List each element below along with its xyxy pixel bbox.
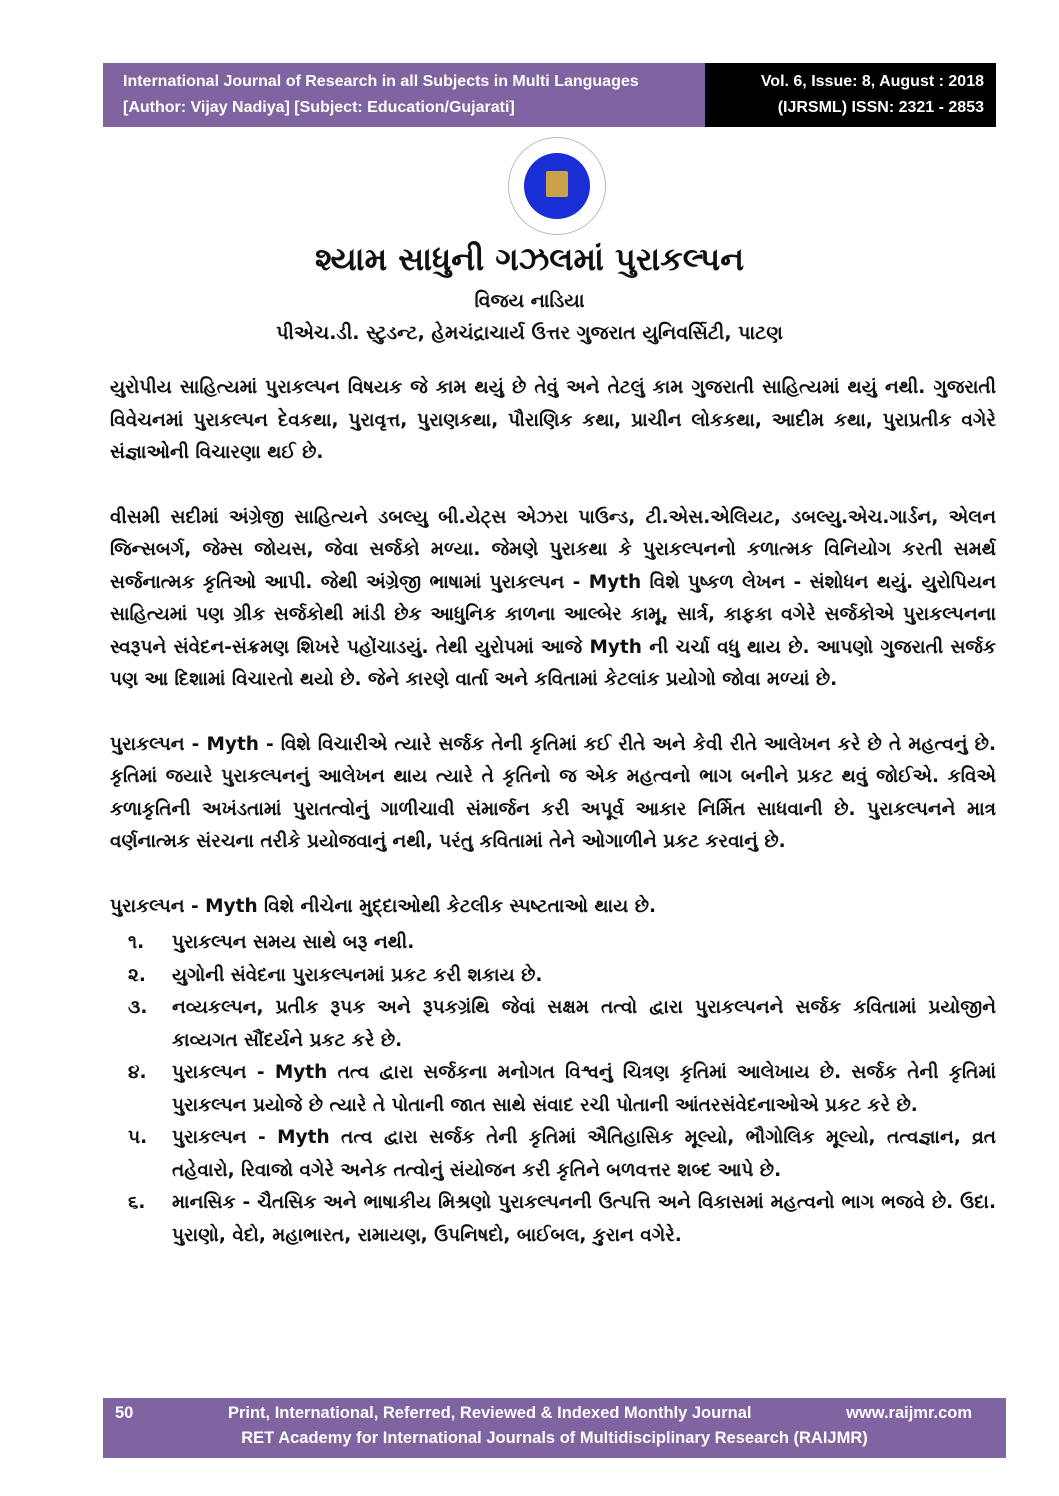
article-author: વિજય નાડિયા: [474, 290, 585, 312]
list-text: પુરાકલ્પન - Myth તત્વ દ્વારા સર્જક તેની કૃતિમાં ઐતિહાસિક મૂલ્યો, ભૌગોલિક મૂલ્યો, તત્વજ્ઞાન, વ્રત તહેવારો, રિવાજો વગેરે અનેક તત્વોનું સંયોજન કરી કૃતિને બળવત્તર શબ્દ આપે છે.: [172, 1127, 996, 1181]
list-number: ૩.: [128, 997, 148, 1018]
list-intro: પુરાકલ્પન - Myth વિશે નીચેના મુદ્દાઓથી કેટલીક સ્પષ્ટતાઓ થાય છે.: [110, 895, 657, 917]
list-text: નવ્યકલ્પન, પ્રતીક રૂપક અને રૂપકગ્રંથિ જેવાં સક્ષમ તત્વો દ્વારા પુરાકલ્પનને સર્જક કવિતામાં પ્રયોજીને કાવ્યગત સૌંદર્યને પ્રકટ કરે છે.: [172, 997, 996, 1051]
list-text: યુગોની સંવેદના પુરાકલ્પનમાં પ્રકટ કરી શકાય છે.: [172, 964, 543, 986]
list-text: માનસિક - ચૈતસિક અને ભાષાકીય મિશ્રણો પુરાકલ્પનની ઉત્પત્તિ અને વિકાસમાં મહત્વનો ભાગ ભજવે છે. ઉદા. પુરાણો, વેદો, મહાભારત, રામાયણ, ઉપનિષદો, બાઈબલ, કુરાન વગેરે.: [172, 1192, 996, 1246]
journal-header: [103, 63, 996, 127]
issn: (IJRSML) ISSN: 2321 - 2853: [777, 99, 984, 116]
author-affiliation: પીએચ.ડી. સ્ટુડન્ટ, હેમચંદ્રાચાર્ય ઉત્તર ગુજરાત યુનિવર્સિટી, પાટણ: [276, 322, 783, 344]
list-item: [110, 960, 996, 993]
footer-publisher: RET Academy for International Journals of Multidisciplinary Research (RAIJMR): [241, 1429, 868, 1447]
points-list: [110, 927, 996, 1252]
list-number: ૧.: [128, 932, 145, 953]
article-title: શ્યામ સાધુની ગઝલમાં પુરાકલ્પન: [314, 240, 745, 278]
logo-emblem: [524, 153, 590, 219]
list-item: [110, 1122, 996, 1187]
volume-issue: Vol. 6, Issue: 8, August : 2018: [760, 73, 984, 90]
list-text: પુરાકલ્પન સમય સાથે બરૂ નથી.: [172, 932, 415, 953]
website-link[interactable]: www.raijmr.com: [846, 1404, 972, 1422]
list-item: [110, 927, 996, 960]
list-item: [110, 1187, 996, 1252]
scroll-quill-icon: [546, 171, 568, 197]
journal-footer: [103, 1398, 1006, 1458]
raijmr-logo: [508, 137, 606, 235]
list-number: ૨.: [128, 964, 146, 986]
list-item: [110, 992, 996, 1057]
paragraph: યુરોપીય સાહિત્યમાં પુરાકલ્પન વિષયક જે કામ થયું છે તેવું અને તેટલું કામ ગુજરાતી સાહિત્યમાં થયું નથી. ગુજરાતી વિવેચનમાં પુરાકલ્પન દેવકથા, પુરાવૃત્ત, પુરાણકથા, પૌરાણિક કથા, પ્રાચીન લોકકથા, આદીમ કથા, પુરાપ્રતીક વગેરે સંજ્ઞાઓની વિચારણા થઈ છે.: [110, 377, 996, 463]
journal-name: International Journal of Research in all Subjects in Multi Languages: [123, 73, 639, 90]
list-item: [110, 1057, 996, 1122]
list-number: ૫.: [128, 1127, 148, 1148]
page-number: 50: [115, 1404, 134, 1422]
list-number: ૬.: [128, 1192, 146, 1213]
article-body: [110, 372, 996, 1252]
list-text: પુરાકલ્પન - Myth તત્વ દ્વારા સર્જકના મનોગત વિશ્વનું ચિત્રણ કૃતિમાં આલેખાય છે. સર્જક તેની કૃતિમાં પુરાકલ્પન પ્રયોજે છે ત્યારે તે પોતાની જાત સાથે સંવાદ રચી પોતાની આંતરસંવેદનાઓએ પ્રકટ કરે છે.: [172, 1062, 996, 1116]
header-left: [103, 63, 705, 127]
header-right: [705, 63, 996, 127]
paragraph: પુરાકલ્પન - Myth - વિશે વિચારીએ ત્યારે સર્જક તેની કૃતિમાં કઈ રીતે અને કેવી રીતે આલેખન કરે છે તે મહત્વનું છે. કૃતિમાં જયારે પુરાકલ્પનનું આલેખન થાય ત્યારે તે કૃતિનો જ એક મહત્વનો ભાગ બનીને પ્રકટ થવું જોઈએ. કવિએ કળાકૃતિની અખંડતામાં પુરાતત્વોનું ગાળીચાવી સંમાર્જન કરી અપૂર્વ આકાર નિર્મિત સાધવાની છે. પુરાકલ્પનને માત્ર વર્ણનાત્મક સંરચના તરીકે પ્રયોજવાનું નથી, પરંતુ કવિતામાં તેને ઓગાળીને પ્રકટ કરવાનું છે.: [110, 733, 996, 852]
footer-tagline: Print, International, Referred, Reviewed & Indexed Monthly Journal: [227, 1404, 752, 1422]
list-number: ૪.: [128, 1062, 147, 1083]
author-subject: [Author: Vijay Nadiya] [Subject: Education/Gujarati]: [123, 99, 515, 116]
paragraph: વીસમી સદીમાં અંગ્રેજી સાહિત્યને ડબલ્યુ બી.યેટ્સ એઝરા પાઉન્ડ, ટી.એસ.એલિયટ, ડબલ્યુ.એચ.ગાર્ડન, એલન જિન્સબર્ગ, જેમ્સ જોયસ, જેવા સર્જકો મળ્યા. જેમણે પુરાકથા કે પુરાકલ્પનનો કળાત્મક વિનિયોગ કરતી સમર્થ સર્જનાત્મક કૃતિઓ આપી. જેથી અંગ્રેજી ભાષામાં પુરાકલ્પન - Myth વિશે પુષ્કળ લેખન - સંશોધન થયું. યુરોપિયન સાહિત્યમાં પણ ગ્રીક સર્જકોથી માંડી છેક આધુનિક કાળના આલ્બેર કામૂ, સાર્ત્ર, કાફકા વગેરે સર્જકોએ પુરાકલ્પનના સ્વરૂપને સંવેદન-સંક્રમણ શિખરે પહોંચાડયું. તેથી યુરોપમાં આજે Myth ની ચર્ચા વધુ થાય છે. આપણો ગુજરાતી સર્જક પણ આ દિશામાં વિચારતો થયો છે. જેને કારણે વાર્તા અને કવિતામાં કેટલાંક પ્રયોગો જોવા મળ્યાં છે.: [110, 506, 996, 690]
